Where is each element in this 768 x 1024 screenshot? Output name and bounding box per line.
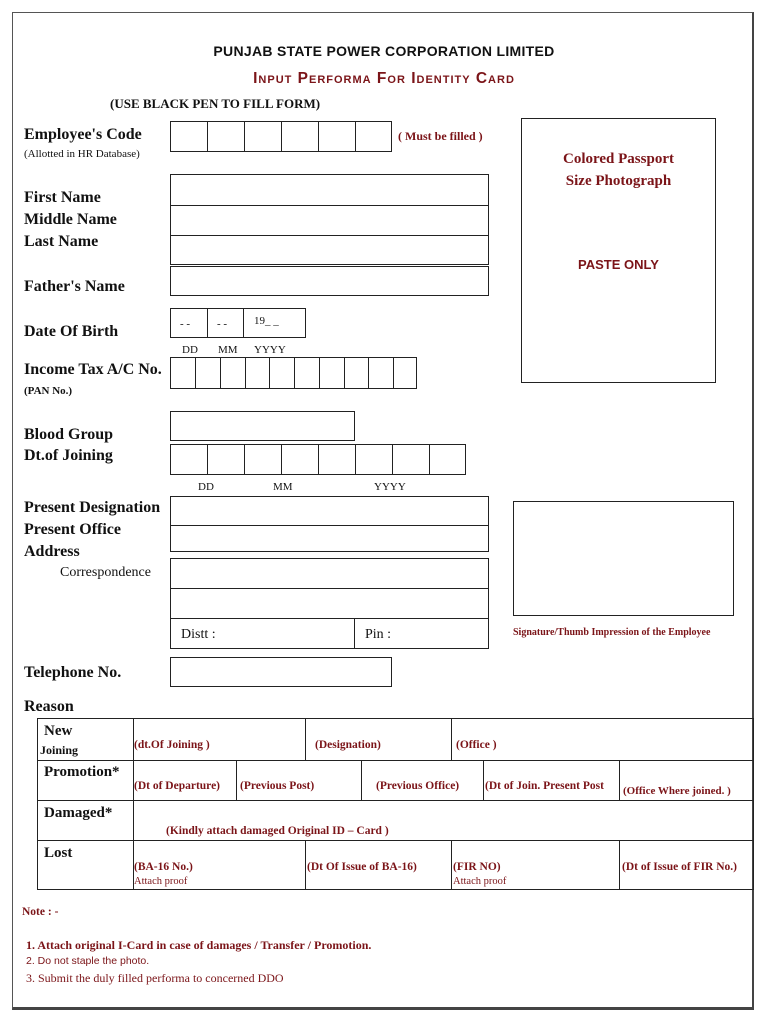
- dob-mm-placeholder: - -: [217, 318, 228, 330]
- father-name-label: Father's Name: [24, 278, 125, 295]
- address-line-2-input[interactable]: [170, 588, 489, 619]
- lost-ba16-proof: Attach proof: [134, 876, 188, 887]
- dob-mm-format: MM: [218, 344, 238, 356]
- middle-name-input[interactable]: [170, 205, 489, 236]
- pin-label: Pin :: [365, 627, 392, 642]
- dob-label: Date Of Birth: [24, 323, 119, 340]
- income-tax-label: Income Tax A/C No.: [24, 361, 162, 378]
- cell-divider: [236, 760, 237, 800]
- lost-ba16-cell[interactable]: (BA-16 No.): [134, 861, 193, 873]
- damaged-attach-note: (Kindly attach damaged Original ID – Card ): [166, 825, 389, 837]
- reason-new-label: New: [44, 723, 73, 739]
- new-joining-date-cell[interactable]: (dt.Of Joining ): [134, 739, 210, 751]
- note-heading: Note : -: [22, 906, 59, 918]
- new-designation-cell[interactable]: (Designation): [315, 739, 381, 751]
- note-2: 2. Do not staple the photo.: [26, 955, 150, 967]
- father-name-input[interactable]: [170, 266, 489, 296]
- cell-divider: [483, 760, 484, 800]
- telephone-label: Telephone No.: [24, 664, 122, 681]
- cell-divider: [619, 840, 620, 890]
- reason-row-divider: [37, 760, 754, 761]
- dt-joining-label: Dt.of Joining: [24, 447, 113, 464]
- paste-only-text: PASTE ONLY: [578, 257, 659, 272]
- promo-office-joined-cell[interactable]: (Office Where joined. ): [623, 785, 731, 797]
- office-input[interactable]: [170, 525, 489, 552]
- telephone-input[interactable]: [170, 657, 392, 687]
- reason-promotion-label: Promotion*: [44, 764, 120, 780]
- join-dd-format: DD: [198, 481, 214, 493]
- photo-caption-1: Colored Passport: [563, 151, 674, 167]
- dob-dd-format: DD: [182, 344, 198, 356]
- dob-yyyy-format: YYYY: [254, 344, 286, 356]
- dob-dd-placeholder: - -: [180, 318, 191, 330]
- reason-joining-label: Joining: [40, 743, 79, 757]
- cell-divider: [305, 718, 306, 760]
- note-3: 3. Submit the duly filled performa to concerned DDO: [26, 971, 284, 985]
- cell-divider: [619, 760, 620, 800]
- office-label: Present Office: [24, 521, 121, 538]
- address-line-1-input[interactable]: [170, 558, 489, 589]
- pan-label: (PAN No.): [24, 385, 73, 397]
- first-name-label: First Name: [24, 189, 101, 206]
- joining-date-input[interactable]: [170, 444, 466, 475]
- cell-divider: [451, 718, 452, 760]
- address-label: Address: [24, 543, 80, 560]
- org-name: PUNJAB STATE POWER CORPORATION LIMITED: [213, 43, 555, 59]
- promo-join-post-cell[interactable]: (Dt of Join. Present Post: [485, 780, 604, 792]
- emp-code-input[interactable]: [170, 121, 392, 152]
- reason-lost-label: Lost: [44, 845, 73, 861]
- new-office-cell[interactable]: (Office ): [456, 739, 497, 751]
- note-1: 1. Attach original I-Card in case of damages / Transfer / Promotion.: [26, 938, 372, 952]
- promo-departure-cell[interactable]: (Dt of Departure): [134, 780, 221, 792]
- form-title: Input Performa For Identity Card: [253, 70, 515, 87]
- designation-input[interactable]: [170, 496, 489, 526]
- reason-title: Reason: [24, 698, 74, 715]
- promo-prev-post-cell[interactable]: (Previous Post): [240, 780, 315, 792]
- reason-row-divider: [37, 800, 754, 801]
- blood-group-input[interactable]: [170, 411, 355, 441]
- pan-input[interactable]: [170, 357, 417, 389]
- emp-code-label: Employee's Code: [24, 126, 142, 143]
- lost-fir-cell[interactable]: (FIR NO): [453, 861, 501, 873]
- reason-damaged-label: Damaged*: [44, 805, 113, 821]
- cell-divider: [361, 760, 362, 800]
- cell-divider: [305, 840, 306, 890]
- photo-caption-2: Size Photograph: [565, 173, 672, 189]
- distt-label: Distt :: [181, 627, 216, 642]
- emp-code-sub: (Allotted in HR Database): [24, 148, 140, 160]
- designation-label: Present Designation: [24, 499, 161, 516]
- signature-box[interactable]: [513, 501, 734, 616]
- pen-instruction: (USE BLACK PEN TO FILL FORM): [110, 96, 321, 111]
- cell-divider: [451, 840, 452, 890]
- reason-row-divider: [37, 840, 754, 841]
- distt-input[interactable]: [170, 618, 355, 649]
- middle-name-label: Middle Name: [24, 211, 117, 228]
- dob-input[interactable]: [170, 308, 306, 338]
- lost-fir-date-cell[interactable]: (Dt of Issue of FIR No.): [622, 861, 737, 873]
- dob-yy-placeholder: 19_ _: [254, 315, 279, 327]
- last-name-input[interactable]: [170, 235, 489, 265]
- pin-input[interactable]: [354, 618, 489, 649]
- last-name-label: Last Name: [24, 233, 99, 250]
- join-yyyy-format: YYYY: [374, 481, 406, 493]
- blood-group-label: Blood Group: [24, 426, 114, 443]
- promo-prev-office-cell[interactable]: (Previous Office): [376, 780, 460, 792]
- must-be-filled-note: ( Must be filled ): [398, 129, 483, 143]
- lost-fir-proof: Attach proof: [453, 876, 507, 887]
- signature-caption: Signature/Thumb Impression of the Employee: [513, 627, 711, 638]
- lost-ba16-date-cell[interactable]: (Dt Of Issue of BA-16): [307, 861, 417, 873]
- correspondence-label: Correspondence: [60, 565, 151, 580]
- first-name-input[interactable]: [170, 174, 489, 206]
- join-mm-format: MM: [273, 481, 293, 493]
